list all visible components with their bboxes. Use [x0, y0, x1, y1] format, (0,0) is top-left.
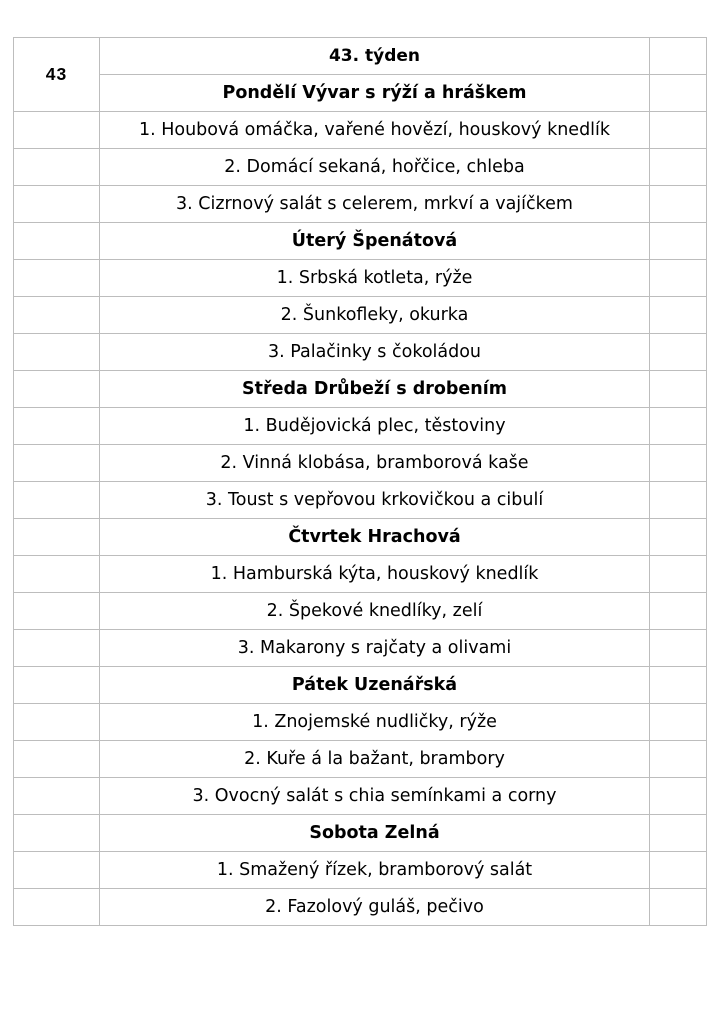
- day-heading-utery-spenatova: Úterý Špenátová: [100, 223, 650, 260]
- dish-3-makarony-s-rajcaty-a-olivami: 3. Makarony s rajčaty a olivami: [100, 630, 650, 667]
- empty-left-cell: [14, 149, 100, 186]
- empty-right-cell: [650, 371, 707, 408]
- weekly-menu-table: [13, 37, 707, 926]
- empty-left-cell: [14, 519, 100, 556]
- empty-right-cell: [650, 778, 707, 815]
- menu-item-row: [14, 556, 707, 593]
- dish-2-fazolovy-gulas-pecivo: 2. Fazolový guláš, pečivo: [100, 889, 650, 926]
- menu-heading-row: [14, 371, 707, 408]
- menu-item-row: [14, 852, 707, 889]
- empty-right-cell: [650, 889, 707, 926]
- empty-right-cell: [650, 852, 707, 889]
- menu-table-body: [14, 38, 707, 926]
- dish-1-srbska-kotleta-ryze: 1. Srbská kotleta, rýže: [100, 260, 650, 297]
- empty-left-cell: [14, 297, 100, 334]
- menu-item-row: [14, 334, 707, 371]
- empty-left-cell: [14, 778, 100, 815]
- empty-left-cell: [14, 186, 100, 223]
- menu-item-row: [14, 741, 707, 778]
- empty-right-cell: [650, 556, 707, 593]
- dish-2-spekove-knedliky-zeli: 2. Špekové knedlíky, zelí: [100, 593, 650, 630]
- menu-item-row: [14, 630, 707, 667]
- menu-item-row: [14, 593, 707, 630]
- day-heading-patek-uzenarska: Pátek Uzenářská: [100, 667, 650, 704]
- dish-2-vinna-klobasa-bramborova-kase: 2. Vinná klobása, bramborová kaše: [100, 445, 650, 482]
- empty-right-cell: [650, 75, 707, 112]
- empty-left-cell: [14, 852, 100, 889]
- menu-item-row: [14, 445, 707, 482]
- empty-right-cell: [650, 223, 707, 260]
- menu-heading-row: [14, 75, 707, 112]
- menu-item-row: [14, 260, 707, 297]
- menu-item-row: [14, 186, 707, 223]
- empty-right-cell: [650, 815, 707, 852]
- empty-right-cell: [650, 149, 707, 186]
- empty-right-cell: [650, 445, 707, 482]
- day-heading-sobota-zelna: Sobota Zelná: [100, 815, 650, 852]
- empty-right-cell: [650, 297, 707, 334]
- menu-item-row: [14, 112, 707, 149]
- dish-1-znojemske-nudlicky-ryze: 1. Znojemské nudličky, rýže: [100, 704, 650, 741]
- empty-left-cell: [14, 371, 100, 408]
- menu-heading-row: [14, 815, 707, 852]
- menu-heading-row: [14, 667, 707, 704]
- empty-left-cell: [14, 334, 100, 371]
- empty-left-cell: [14, 630, 100, 667]
- empty-right-cell: [650, 260, 707, 297]
- day-heading-ctvrtek-hrachova: Čtvrtek Hrachová: [100, 519, 650, 556]
- empty-left-cell: [14, 556, 100, 593]
- empty-left-cell: [14, 445, 100, 482]
- menu-item-row: [14, 149, 707, 186]
- empty-left-cell: [14, 408, 100, 445]
- empty-left-cell: [14, 815, 100, 852]
- menu-item-row: [14, 482, 707, 519]
- menu-item-row: [14, 778, 707, 815]
- empty-right-cell: [650, 519, 707, 556]
- empty-left-cell: [14, 704, 100, 741]
- menu-heading-row: [14, 519, 707, 556]
- empty-left-cell: [14, 667, 100, 704]
- empty-left-cell: [14, 482, 100, 519]
- menu-heading-row: [14, 223, 707, 260]
- day-heading-43-tyden: 43. týden: [100, 38, 650, 75]
- empty-right-cell: [650, 593, 707, 630]
- dish-3-palacinky-s-cokoladou: 3. Palačinky s čokoládou: [100, 334, 650, 371]
- dish-1-budejovicka-plec-testoviny: 1. Budějovická plec, těstoviny: [100, 408, 650, 445]
- menu-item-row: [14, 297, 707, 334]
- empty-right-cell: [650, 112, 707, 149]
- day-heading-streda-drubezi-s-drobenim: Středa Drůbeží s drobením: [100, 371, 650, 408]
- menu-item-row: [14, 408, 707, 445]
- empty-right-cell: [650, 667, 707, 704]
- empty-right-cell: [650, 704, 707, 741]
- dish-3-cizrnovy-salat-s-celerem-mrkvi-a-vajic: 3. Cizrnový salát s celerem, mrkví a vajíčkem: [100, 186, 650, 223]
- empty-left-cell: [14, 593, 100, 630]
- dish-3-toust-s-veprovou-krkovickou-a-cibuli: 3. Toust s vepřovou krkovičkou a cibulí: [100, 482, 650, 519]
- menu-item-row: [14, 704, 707, 741]
- empty-left-cell: [14, 741, 100, 778]
- week-number: 43: [14, 38, 100, 112]
- empty-left-cell: [14, 223, 100, 260]
- day-heading-pondeli-vyvar-s-ryzi-a-hraskem: Pondělí Vývar s rýží a hráškem: [100, 75, 650, 112]
- dish-1-hamburska-kyta-houskovy-knedlik: 1. Hamburská kýta, houskový knedlík: [100, 556, 650, 593]
- dish-1-smazeny-rizek-bramborovy-salat: 1. Smažený řízek, bramborový salát: [100, 852, 650, 889]
- empty-left-cell: [14, 260, 100, 297]
- dish-2-domaci-sekana-horcice-chleba: 2. Domácí sekaná, hořčice, chleba: [100, 149, 650, 186]
- empty-left-cell: [14, 889, 100, 926]
- empty-right-cell: [650, 482, 707, 519]
- dish-2-sunkofleky-okurka: 2. Šunkofleky, okurka: [100, 297, 650, 334]
- dish-2-kure-a-la-bazant-brambory: 2. Kuře á la bažant, brambory: [100, 741, 650, 778]
- empty-right-cell: [650, 408, 707, 445]
- menu-heading-row: [14, 38, 707, 75]
- empty-right-cell: [650, 741, 707, 778]
- dish-3-ovocny-salat-s-chia-seminkami-a-corny: 3. Ovocný salát s chia semínkami a corny: [100, 778, 650, 815]
- dish-1-houbova-omacka-varene-hovezi-houskovy-: 1. Houbová omáčka, vařené hovězí, houskový knedlík: [100, 112, 650, 149]
- menu-item-row: [14, 889, 707, 926]
- empty-right-cell: [650, 186, 707, 223]
- empty-left-cell: [14, 112, 100, 149]
- empty-right-cell: [650, 334, 707, 371]
- empty-right-cell: [650, 38, 707, 75]
- empty-right-cell: [650, 630, 707, 667]
